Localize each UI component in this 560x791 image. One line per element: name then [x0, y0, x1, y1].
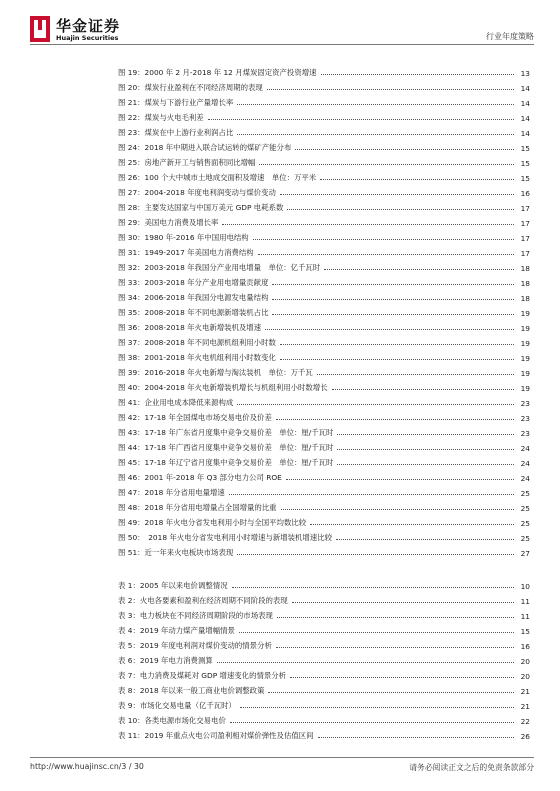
figure-toc-entry[interactable] — [118, 138, 530, 153]
dot-leader — [310, 524, 514, 525]
dot-leader — [259, 164, 514, 165]
toc-entry-page: 17 — [520, 234, 530, 243]
header-divider — [30, 44, 534, 45]
toc-entry-page: 14 — [520, 84, 530, 93]
figure-toc-entry[interactable] — [118, 153, 530, 168]
toc-entry-title: 图 44：17-18 年广西省月度集中竞争交易价差 单位：厘/千瓦时 — [118, 443, 334, 452]
dot-leader — [292, 602, 514, 603]
table-toc-entry[interactable] — [118, 711, 530, 726]
dot-leader — [337, 464, 514, 465]
toc-entry-title: 表 10：各类电源市场化交易电价 — [118, 716, 226, 725]
toc-entry-page: 10 — [520, 582, 530, 591]
dot-leader — [280, 194, 514, 195]
dot-leader — [281, 509, 514, 510]
table-toc-entry[interactable] — [118, 606, 530, 621]
dot-leader — [336, 539, 514, 540]
toc-entry-page: 22 — [520, 717, 530, 726]
toc-entry-title: 图 40：2004-2018 年火电新增装机增长与机组利用小时数增长 — [118, 383, 328, 392]
table-of-contents — [118, 63, 530, 741]
dot-leader — [318, 737, 514, 738]
dot-leader — [237, 404, 514, 405]
dot-leader — [324, 269, 514, 270]
toc-entry-page: 17 — [520, 204, 530, 213]
table-toc-entry[interactable] — [118, 726, 530, 741]
toc-entry-page: 25 — [520, 504, 530, 513]
figure-toc-entry[interactable] — [118, 198, 530, 213]
toc-entry-page: 20 — [520, 657, 530, 666]
toc-entry-title: 图 28：主要发达国家与中国万美元 GDP 电耗系数 — [118, 203, 284, 212]
logo-english-name: Huajin Securities — [56, 34, 119, 42]
figure-toc-entry[interactable] — [118, 438, 530, 453]
figure-toc-entry[interactable] — [118, 333, 530, 348]
figure-toc-entry[interactable] — [118, 543, 530, 558]
toc-entry-page: 15 — [520, 627, 530, 636]
toc-entry-title: 图 30：1980 年-2016 年中国用电结构 — [118, 233, 249, 242]
table-toc-entry[interactable] — [118, 591, 530, 606]
toc-entry-page: 26 — [520, 732, 530, 741]
dot-leader — [317, 374, 514, 375]
toc-entry-title: 表 2：火电各要素和盈利在经济周期不同阶段的表现 — [118, 596, 288, 605]
toc-entry-title: 图 32：2003-2018 年我国分产业用电增量 单位：亿千瓦时 — [118, 263, 321, 272]
toc-entry-title: 表 8：2018 年以来一般工商业电价调整政策 — [118, 686, 265, 695]
dot-leader — [320, 179, 514, 180]
figure-toc-entry[interactable] — [118, 228, 530, 243]
dot-leader — [276, 419, 514, 420]
toc-entry-page: 18 — [520, 264, 530, 273]
figure-toc-entry[interactable] — [118, 213, 530, 228]
toc-entry-title: 图 24：2018 年中期进入联合试运转的煤矿产能分布 — [118, 143, 292, 152]
figure-toc-entry[interactable] — [118, 63, 530, 78]
logo-chinese-name: 华金证券 — [56, 17, 121, 35]
dot-leader — [287, 209, 514, 210]
toc-entry-page: 16 — [520, 642, 530, 651]
table-toc-entry[interactable] — [118, 621, 530, 636]
dot-leader — [268, 692, 514, 693]
toc-entry-title: 表 11：2019 年重点火电公司盈利相对煤价弹性及估值区间 — [118, 731, 314, 740]
toc-entry-page: 15 — [520, 144, 530, 153]
toc-entry-page: 27 — [520, 549, 530, 558]
table-list — [118, 576, 530, 741]
figure-toc-entry[interactable] — [118, 393, 530, 408]
toc-entry-title: 图 25：房地产新开工与销售面积同比增幅 — [118, 158, 256, 167]
toc-entry-page: 17 — [520, 249, 530, 258]
toc-entry-page: 19 — [520, 324, 530, 333]
toc-entry-title: 图 35：2008-2018 年不同电源新增装机占比 — [118, 308, 269, 317]
dot-leader — [240, 707, 514, 708]
toc-entry-title: 表 4：2019 年动力煤产量增幅情景 — [118, 626, 235, 635]
toc-entry-page: 11 — [520, 612, 530, 621]
toc-entry-title: 图 33：2003-2018 年分产业用电增量贡献度 — [118, 278, 269, 287]
dot-leader — [332, 389, 514, 390]
toc-entry-page: 25 — [520, 534, 530, 543]
figure-toc-entry[interactable] — [118, 468, 530, 483]
toc-entry-title: 表 7：电力消费及煤耗对 GDP 增速变化的情景分析 — [118, 671, 287, 680]
toc-entry-title: 图 41：企业用电成本降低来源构成 — [118, 398, 234, 407]
figure-toc-entry[interactable] — [118, 408, 530, 423]
toc-entry-title: 图 31：1949-2017 年美国电力消费结构 — [118, 248, 254, 257]
toc-entry-title: 图 22：煤炭与火电毛利差 — [118, 113, 204, 122]
dot-leader — [265, 329, 514, 330]
dot-leader — [237, 104, 514, 105]
dot-leader — [321, 74, 515, 75]
dot-leader — [337, 449, 514, 450]
toc-entry-title: 图 45：17-18 年辽宁省月度集中竞争交易价差 单位：厘/千瓦时 — [118, 458, 334, 467]
toc-entry-page: 23 — [520, 399, 530, 408]
dot-leader — [280, 359, 514, 360]
toc-entry-page: 23 — [520, 414, 530, 423]
toc-entry-title: 表 9：市场化交易电量（亿千瓦时） — [118, 701, 236, 710]
figure-toc-entry[interactable] — [118, 123, 530, 138]
figure-toc-entry[interactable] — [118, 93, 530, 108]
figure-toc-entry[interactable] — [118, 453, 530, 468]
toc-entry-title: 图 26：100 个大中城市土地成交面积及增速 单位：万平米 — [118, 173, 317, 182]
figure-toc-entry[interactable] — [118, 318, 530, 333]
toc-entry-page: 14 — [520, 99, 530, 108]
toc-entry-page: 21 — [520, 687, 530, 696]
toc-entry-page: 23 — [520, 429, 530, 438]
toc-entry-title: 表 3：电力板块在不同经济周期阶段的市场表现 — [118, 611, 273, 620]
toc-entry-title: 图 39：2016-2018 年火电新增与淘汰装机 单位：万千瓦 — [118, 368, 313, 377]
toc-entry-title: 图 36：2008-2018 年火电新增装机及增速 — [118, 323, 262, 332]
document-type: 行业年度策略 — [486, 32, 534, 41]
toc-entry-page: 19 — [520, 339, 530, 348]
footer-url[interactable]: http://www.huajinsc.cn/3 / 30 — [30, 762, 144, 771]
toc-entry-title: 图 34：2006-2018 年我国分电源发电量结构 — [118, 293, 269, 302]
dot-leader — [272, 284, 514, 285]
toc-entry-page: 19 — [520, 309, 530, 318]
toc-entry-page: 21 — [520, 702, 530, 711]
page-header — [0, 0, 560, 50]
figure-toc-entry[interactable] — [118, 498, 530, 513]
toc-entry-title: 图 42：17-18 年全国煤电市场交易电价及价差 — [118, 413, 272, 422]
toc-entry-title: 图 21：煤炭与下游行业产量增长率 — [118, 98, 234, 107]
figure-toc-entry[interactable] — [118, 378, 530, 393]
figure-toc-entry[interactable] — [118, 183, 530, 198]
dot-leader — [208, 119, 514, 120]
dot-leader — [280, 344, 514, 345]
dot-leader — [253, 239, 514, 240]
toc-entry-title: 图 38：2001-2018 年火电机组利用小时数变化 — [118, 353, 276, 362]
dot-leader — [267, 89, 514, 90]
figure-toc-entry[interactable] — [118, 348, 530, 363]
toc-entry-page: 18 — [520, 279, 530, 288]
figure-toc-entry[interactable] — [118, 168, 530, 183]
dot-leader — [229, 494, 514, 495]
dot-leader — [237, 134, 514, 135]
footer-disclaimer: 请务必阅读正文之后的免责条款部分 — [409, 763, 534, 772]
dot-leader — [258, 254, 514, 255]
toc-entry-title: 图 37：2008-2018 年不同电源机组利用小时数 — [118, 338, 276, 347]
toc-entry-page: 14 — [520, 114, 530, 123]
dot-leader — [295, 149, 514, 150]
dot-leader — [286, 479, 514, 480]
figure-toc-entry[interactable] — [118, 273, 530, 288]
toc-entry-title: 表 6：2019 年电力消费测算 — [118, 656, 213, 665]
toc-entry-page: 19 — [520, 369, 530, 378]
toc-entry-page: 15 — [520, 174, 530, 183]
figure-toc-entry[interactable] — [118, 483, 530, 498]
figure-toc-entry[interactable] — [118, 363, 530, 378]
dot-leader — [232, 587, 514, 588]
toc-entry-page: 24 — [520, 459, 530, 468]
toc-entry-title: 图 48：2018 年分省用电增量占全国增量的比重 — [118, 503, 277, 512]
toc-entry-page: 15 — [520, 159, 530, 168]
toc-entry-title: 图 43：17-18 年广东省月度集中竞争交易价差 单位：厘/千瓦时 — [118, 428, 334, 437]
figure-toc-entry[interactable] — [118, 528, 530, 543]
figure-toc-entry[interactable] — [118, 108, 530, 123]
toc-entry-page: 25 — [520, 489, 530, 498]
toc-entry-title: 图 49：2018 年火电分省发电利用小时与全国平均数比较 — [118, 518, 307, 527]
figure-toc-entry[interactable] — [118, 423, 530, 438]
figure-toc-entry[interactable] — [118, 288, 530, 303]
dot-leader — [222, 224, 514, 225]
dot-leader — [276, 647, 514, 648]
toc-entry-page: 24 — [520, 444, 530, 453]
toc-entry-title: 图 27：2004-2018 年度电利润变动与煤价变动 — [118, 188, 276, 197]
section-gap — [118, 558, 530, 576]
figure-toc-entry[interactable] — [118, 243, 530, 258]
table-toc-entry[interactable] — [118, 576, 530, 591]
toc-entry-title: 图 51：近一年来火电板块市场表现 — [118, 548, 234, 557]
toc-entry-title: 图 46：2001 年-2018 年 Q3 部分电力公司 ROE — [118, 473, 282, 482]
toc-entry-title: 表 1：2005 年以来电价调整情况 — [118, 581, 228, 590]
table-toc-entry[interactable] — [118, 696, 530, 711]
table-toc-entry[interactable] — [118, 666, 530, 681]
figure-toc-entry[interactable] — [118, 513, 530, 528]
toc-entry-page: 14 — [520, 129, 530, 138]
toc-entry-title: 图 50： 2018 年火电分省发电利用小时增速与新增装机增速比较 — [118, 533, 332, 542]
toc-entry-page: 11 — [520, 597, 530, 606]
figure-toc-entry[interactable] — [118, 78, 530, 93]
table-toc-entry[interactable] — [118, 681, 530, 696]
footer-divider — [30, 757, 534, 758]
toc-entry-page: 20 — [520, 672, 530, 681]
figure-toc-entry[interactable] — [118, 258, 530, 273]
toc-entry-title: 图 23：煤炭在中上游行业利润占比 — [118, 128, 234, 137]
toc-entry-title: 图 19：2000 年 2 月-2018 年 12 月煤炭固定资产投资增速 — [118, 68, 317, 77]
table-toc-entry[interactable] — [118, 636, 530, 651]
dot-leader — [239, 632, 514, 633]
toc-entry-title: 表 5：2019 年度电利润对煤价变动的情景分析 — [118, 641, 272, 650]
toc-entry-page: 19 — [520, 384, 530, 393]
table-toc-entry[interactable] — [118, 651, 530, 666]
toc-entry-title: 图 47：2018 年分省用电量增速 — [118, 488, 225, 497]
dot-leader — [290, 677, 514, 678]
toc-entry-page: 24 — [520, 474, 530, 483]
figure-list — [118, 63, 530, 558]
logo — [30, 14, 125, 46]
toc-entry-page: 25 — [520, 519, 530, 528]
dot-leader — [337, 434, 514, 435]
toc-entry-title: 图 29：美国电力消费及增长率 — [118, 218, 219, 227]
dot-leader — [237, 554, 514, 555]
toc-entry-page: 13 — [520, 69, 530, 78]
dot-leader — [230, 722, 514, 723]
toc-entry-page: 19 — [520, 354, 530, 363]
huajin-logo-icon — [30, 16, 50, 42]
toc-entry-title: 图 20：煤炭行业盈利在不同经济周期的表现 — [118, 83, 263, 92]
toc-entry-page: 17 — [520, 219, 530, 228]
toc-entry-page: 16 — [520, 189, 530, 198]
figure-toc-entry[interactable] — [118, 303, 530, 318]
dot-leader — [272, 299, 514, 300]
dot-leader — [277, 617, 514, 618]
dot-leader — [217, 662, 514, 663]
dot-leader — [272, 314, 514, 315]
toc-entry-page: 18 — [520, 294, 530, 303]
